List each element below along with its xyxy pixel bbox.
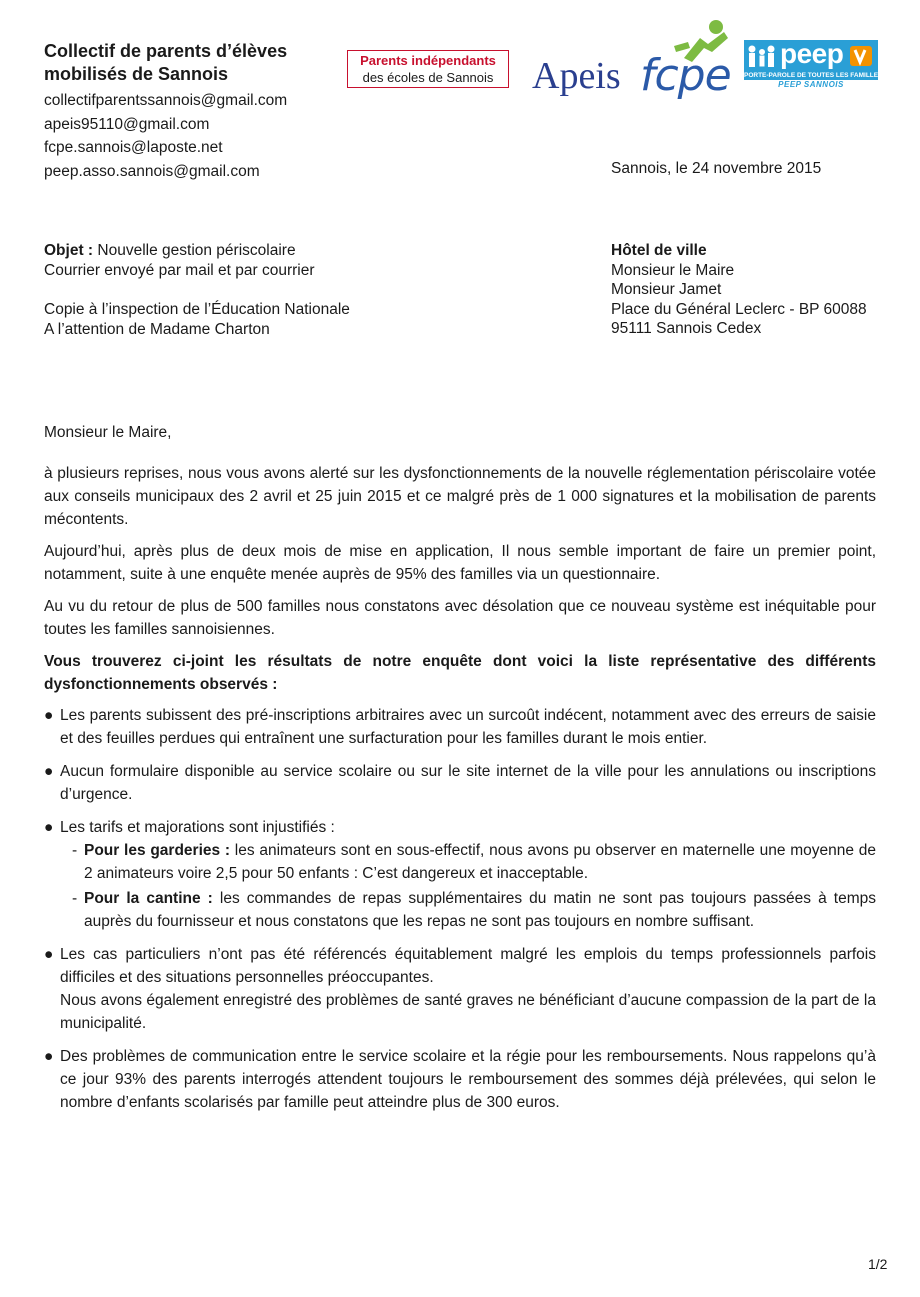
peep-logo-text: peep — [780, 38, 844, 69]
copy-line1: Copie à l’inspection de l’Éducation Nationale — [44, 301, 350, 318]
fcpe-logo-text: fcpe — [640, 50, 731, 101]
bullet-2-text: Aucun formulaire disponible au service scolaire ou sur le site internet de la ville pour les annulations ou inscriptions d’urgence. — [60, 763, 876, 803]
fcpe-logo — [636, 18, 736, 108]
sub-item-cantine-text: les commandes de repas supplémentaires du matin ne sont pas toujours passées à temps auprès du fournisseur et nous constatons que les repas ne sont pas toujours en nombre suffisant. — [84, 890, 876, 930]
copy-block — [44, 300, 350, 339]
recipient-title: Hôtel de ville — [611, 242, 707, 259]
list-item — [44, 943, 876, 1035]
paragraph-3: Au vu du retour de plus de 500 familles nous constatons avec désolation que ce nouveau système est inéquitable pour toutes les familles sannoisiennes. — [44, 598, 876, 638]
recipient-line1: Monsieur le Maire — [611, 261, 735, 279]
peep-tagline: PORTE-PAROLE DE TOUTES LES FAMILLES — [744, 72, 883, 79]
subject-text: Nouvelle gestion périscolaire — [93, 242, 296, 259]
letter-date: Sannois, le 24 novembre 2015 — [611, 160, 822, 177]
salutation: Monsieur le Maire, — [44, 424, 172, 441]
list-item — [44, 760, 876, 806]
bullet-icon: ● — [44, 763, 54, 780]
pi-logo-line2: des écoles de Sannois — [362, 70, 494, 85]
email-fcpe[interactable]: fcpe.sannois@laposte.net — [44, 139, 223, 156]
recipient-line4: 95111 Sannois Cedex — [611, 320, 762, 337]
page-number: 1/2 — [868, 1256, 888, 1272]
bullet-icon: ● — [44, 946, 54, 963]
bullet-icon: ● — [44, 707, 54, 724]
sub-item-cantine: - Pour la cantine : les commandes de repas supplémentaires du matin ne sont pas toujours passées à temps auprès du fournisseur et nous constatons que les repas ne sont pas toujours en nombre suffisant. — [72, 890, 876, 930]
subject-line2: Courrier envoyé par mail et par courrier — [44, 261, 315, 279]
list-item — [44, 1045, 876, 1114]
bullet-icon: ● — [44, 1048, 54, 1065]
bullet-icon: ● — [44, 819, 54, 836]
subject-block — [44, 241, 315, 280]
pi-logo-line1: Parents indépendants — [360, 53, 496, 68]
list-item — [44, 816, 876, 933]
sub-item-cantine-label: Pour la cantine : — [84, 890, 213, 907]
bullet-4-continuation: Nous avons également enregistré des problèmes de santé graves ne bénéficiant d’aucune compassion de la part de la municipalité. — [60, 992, 876, 1032]
email-apeis[interactable]: apeis95110@gmail.com — [44, 115, 210, 133]
email-peep[interactable]: peep.asso.sannois@gmail.com — [44, 162, 260, 180]
bullet-5-text: Des problèmes de communication entre le service scolaire et la régie pour les remboursements. Nous rappelons qu’à ce jour 93% des parents interrogés attendent toujours le remboursement des sommes déjà prélevées, qui selon le nombre d’enfants scolarisés par famille peut atteindre plus de 300 euros. — [60, 1048, 876, 1111]
bullet-4-text: Les cas particuliers n’ont pas été référencés équitablement malgré les emplois du temps professionnels parfois difficiles et des situations personnelles préoccupantes. — [60, 946, 876, 986]
organization-name-line1: Collectif de parents d’élèves — [44, 41, 288, 61]
organization-name-line2: mobilisés de Sannois — [44, 64, 229, 84]
parents-independants-logo — [347, 50, 509, 88]
paragraph-2: Aujourd’hui, après plus de deux mois de mise en application, Il nous semble important de faire un premier point, notamment, suite à une enquête menée auprès de 95% des familles via un questionnaire. — [44, 543, 876, 583]
copy-line2: A l’attention de Madame Charton — [44, 320, 270, 338]
contact-emails — [44, 89, 287, 183]
paragraph-1: à plusieurs reprises, nous vous avons alerté sur les dysfonctionnements de la nouvelle réglementation périscolaire votée aux conseils municipaux des 2 avril et 25 juin 2015 et ce malgré près de 1 000 signatures et la mobilisation de parents mécontents. — [44, 465, 876, 528]
recipient-line3: Place du Général Leclerc - BP 60088 — [611, 300, 867, 318]
organization-name — [44, 40, 287, 86]
bullet-1-text: Les parents subissent des pré-inscriptions arbitraires avec un surcoût indécent, notamment avec des erreurs de saisie et des feuilles perdues qui entraînent une surfacturation pour les familles durant le mois entier. — [60, 707, 876, 747]
paragraph-4: Vous trouverez ci-joint les résultats de notre enquête dont voici la liste représentative des différents dysfonctionnements observés : — [44, 653, 876, 693]
sub-item-garderies-label: Pour les garderies : — [84, 842, 231, 859]
apeis-logo: Apeis — [532, 55, 621, 97]
subject-label: Objet : — [44, 242, 94, 259]
peep-local-name: PEEP SANNOIS — [778, 80, 844, 89]
letter-body — [44, 421, 876, 1124]
bullet-3-text: Les tarifs et majorations sont injustifiés : — [60, 819, 335, 836]
sub-item-garderies-text: les animateurs sont en sous-effectif, nous avons pu observer en maternelle une moyenne de 2 animateurs voire 2,5 pour 50 enfants : C’est dangereux et inacceptable. — [84, 842, 876, 882]
email-collectif[interactable]: collectifparentssannois@gmail.com — [44, 92, 288, 109]
recipient-block — [611, 241, 867, 339]
sub-item-garderies: - Pour les garderies : les animateurs sont en sous-effectif, nous avons pu observer en maternelle une moyenne de 2 animateurs voire 2,5 pour 50 enfants : C’est dangereux et inacceptable. — [72, 842, 876, 882]
list-item — [44, 704, 876, 750]
recipient-line2: Monsieur Jamet — [611, 281, 722, 298]
peep-logo — [744, 38, 883, 90]
